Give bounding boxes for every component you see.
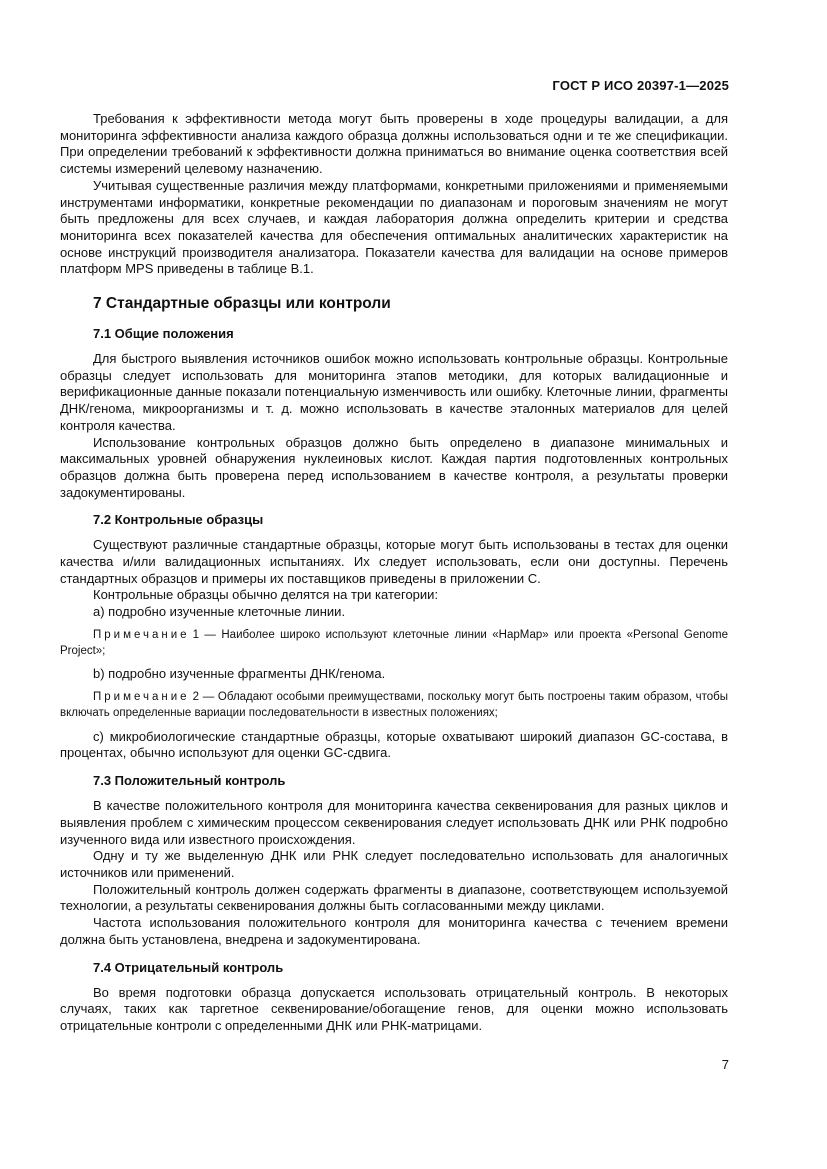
section-7-2-heading: 7.2 Контрольные образцы: [93, 512, 264, 528]
section-7-2-paragraph-1: Существуют различные стандартные образцы, которые могут быть использованы в тестах для оценки качества и/или валидационных испытаниях. Их следует использовать, если они доступны. Перечень стандартных образцов и примеры их поставщиков приведены в приложении С.: [60, 537, 728, 586]
page-content: [60, 111, 728, 1035]
note-1-label: Примечание: [93, 628, 190, 641]
note-1-text: 1 — Наиболее широко используют клеточные линии «НарМар» или проекта «Personal Genome Project»;: [60, 628, 728, 658]
standard-number-header: ГОСТ Р ИСО 20397-1—2025: [552, 78, 729, 93]
note-2-label: Примечание: [93, 691, 190, 704]
section-7-3-paragraph-4: Частота использования положительного контроля для мониторинга качества с течением времени должна быть установлена, внедрена и задокументирована.: [60, 915, 728, 947]
section-7-3-paragraph-1: В качестве положительного контроля для мониторинга качества секвенирования для разных циклов и выявления проблем с химическим процессом секвенирования следует использовать ДНК или РНК подробно изученного вида или известного происхождения.: [60, 798, 728, 847]
section-7-1-paragraph-1: Для быстрого выявления источников ошибок можно использовать контрольные образцы. Контрольные образцы следует использовать для мониторинга этапов методики, для которых валидационные и верификационные данные показали потенциальную изменчивость или ошибку. Клеточные линии, фрагменты ДНК/генома, микроорганизмы и т. д. можно использовать в качестве эталонных материалов для целей контроля качества.: [60, 351, 728, 433]
note-2-text: 2 — Обладают особыми преимуществами, поскольку могут быть построены таким образом, чтобы включать определенные вариации последовательности в известных положениях;: [60, 691, 728, 720]
section-7-heading: 7 Стандартные образцы или контроли: [93, 295, 391, 313]
intro-paragraph-2: Учитывая существенные различия между платформами, конкретными приложениями и применяемыми инструментами информатики, конкретные рекомендации по диапазонам и пороговым значениям не могут быть предложены для всех случаев, и каждая лаборатория должна определить критерии и средства мониторинга всех показателей качества для обеспечения оптимальных аналитических характеристик на основе инструкций производителя анализатора. Показатели качества для валидации на основе примеров платформ MPS приведены в таблице В.1.: [60, 177, 728, 277]
section-7-4-heading: 7.4 Отрицательный контроль: [93, 959, 284, 975]
section-7-4-paragraph-1: Во время подготовки образца допускается использовать отрицательный контроль. В некоторых случаях, таких как таргетное секвенирование/обогащение генов, для оценки можно использовать отрицательные контроли с определенными ДНК или РНК-матрицами.: [60, 984, 728, 1033]
page-number: 7: [721, 1057, 729, 1072]
section-7-1-paragraph-2: Использование контрольных образцов должно быть определено в диапазоне минимальных и максимальных уровней обнаружения нуклеиновых кислот. Каждая партия подготовленных контрольных образцов должна быть проверена перед использованием в качестве контроля, а результаты проверки задокументированы.: [60, 434, 728, 500]
intro-paragraph-1: Требования к эффективности метода могут быть проверены в ходе процедуры валидации, а для мониторинга эффективности анализа каждого образца должны использоваться одни и те же спецификации. При определении требований к эффективности должна приниматься во внимание оценка соответствия всей системы измерений целевому назначению.: [60, 111, 728, 177]
section-7-3-paragraph-2: Одну и ту же выделенную ДНК или РНК следует последовательно использовать для аналогичных источников или применений.: [60, 848, 728, 880]
section-7-3-paragraph-3: Положительный контроль должен содержать фрагменты в диапазоне, соответствующем используемой технологии, а результаты секвенирования должны быть согласованными между циклами.: [60, 881, 728, 914]
list-item-c: c) микробиологические стандартные образцы, которые охватывают широкий диапазон GC-состава, в процентах, обычно используют для оценки GC-сдвига.: [60, 728, 728, 761]
list-item-b: b) подробно изученные фрагменты ДНК/генома.: [93, 666, 386, 682]
note-1: [60, 627, 728, 660]
section-7-3-heading: 7.3 Положительный контроль: [93, 773, 286, 789]
section-7-2-paragraph-2: Контрольные образцы обычно делятся на три категории:: [93, 587, 439, 603]
list-item-a: а) подробно изученные клеточные линии.: [93, 604, 346, 620]
note-2: [60, 689, 728, 722]
section-7-1-heading: 7.1 Общие положения: [93, 326, 234, 342]
